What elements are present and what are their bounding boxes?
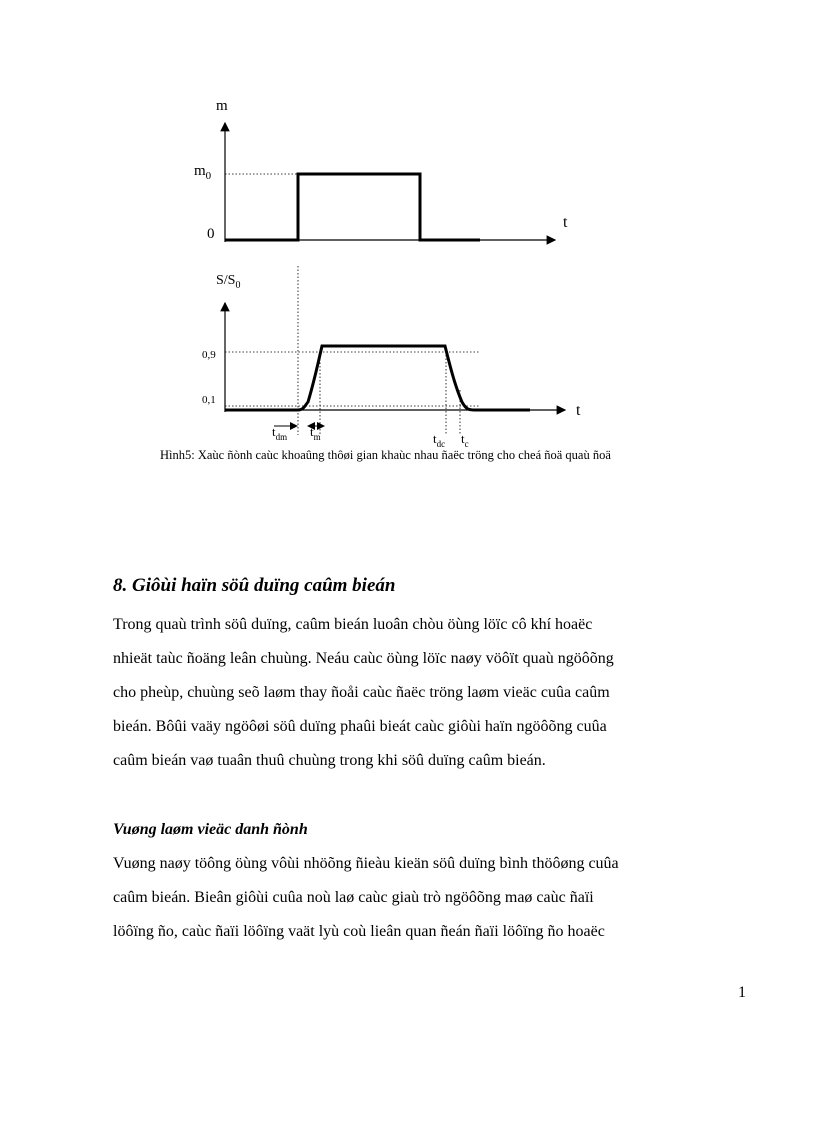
x-axis-label: t (576, 402, 581, 419)
paragraph-line: bieán. Bôûi vaäy ngöôøi söû duïng phaûi bieát caùc giôùi haïn ngöôõng cuûa (113, 718, 607, 735)
paragraph-2 (113, 847, 725, 949)
step-signal (225, 174, 480, 240)
mark-tdm: $t_{dm}$ (272, 424, 288, 442)
page-number: 1 (738, 984, 746, 1001)
paragraph-line: Trong quaù trình söû duïng, caûm bieán luoân chòu öùng löïc cô khí hoaëc (113, 616, 593, 633)
x-axis-label: t (563, 214, 568, 231)
paragraph-line: Vuøng naøy töông öùng vôùi nhöõng ñieàu kieän söû duïng bình thöôøng cuûa (113, 855, 619, 872)
response-curve (225, 346, 530, 410)
level-label: $m_0$ (194, 163, 212, 182)
mark-tm: $t_m$ (310, 424, 321, 442)
y-axis-label: $S/S_0$ (216, 273, 241, 291)
output-response-plot (202, 266, 581, 449)
upper-level-label: 0,9 (202, 349, 216, 361)
y-axis-label: m (216, 98, 228, 114)
zero-label: 0 (207, 226, 215, 242)
paragraph-1 (113, 608, 725, 778)
input-step-plot (194, 98, 568, 242)
mark-tdc: $t_{dc}$ (433, 431, 446, 449)
transient-response-figure (150, 90, 630, 450)
paragraph-line: cho pheùp, chuùng seõ laøm thay ñoåi caùc ñaëc tröng laøm vieäc cuûa caûm (113, 684, 610, 701)
paragraph-line: löôïng ño, caùc ñaïi löôïng vaät lyù coù lieân quan ñeán ñaïi löôïng ño hoaëc (113, 923, 605, 940)
section-heading: 8. Giôùi haïn söû duïng caûm bieán (113, 575, 396, 596)
paragraph-line: caûm bieán. Bieân giôùi cuûa noù laø caùc giaù trò ngöôõng maø caùc ñaïi (113, 889, 594, 906)
paragraph-line: nhieät taùc ñoäng leân chuùng. Neáu caùc öùng löïc naøy vöôït quaù ngöôõng (113, 650, 614, 667)
paragraph-line: caûm bieán vaø tuaân thuû chuùng trong khi söû duïng caûm bieán. (113, 752, 546, 769)
mark-tc: $t_c$ (461, 431, 469, 449)
lower-level-label: 0,1 (202, 394, 216, 406)
subsection-heading: Vuøng laøm vieäc danh ñònh (113, 821, 308, 838)
figure-caption: Hình5: Xaùc ñònh caùc khoaûng thôøi gian khaùc nhau ñaëc tröng cho cheá ñoä quaù ñoä (160, 448, 611, 462)
